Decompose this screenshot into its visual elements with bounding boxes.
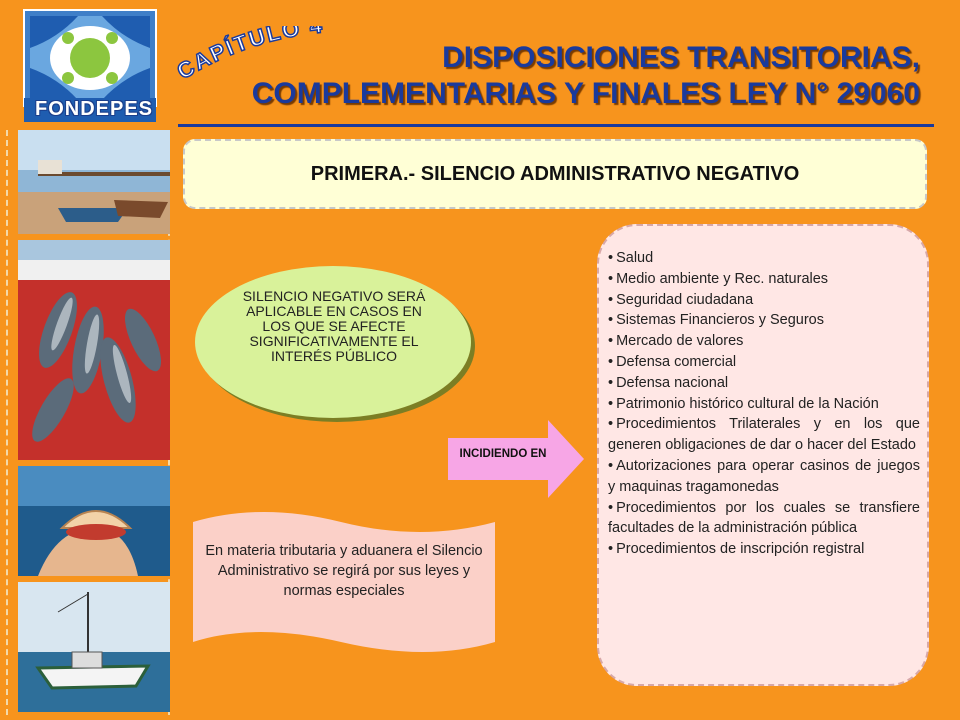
title-line-2: COMPLEMENTARIAS Y FINALES LEY N° 29060: [251, 77, 920, 110]
list-item: • Medio ambiente y Rec. naturales: [608, 269, 920, 290]
fish-crates-photo: [18, 240, 170, 460]
arrow-label: INCIDIENDO EN: [459, 448, 547, 460]
logo-text: FONDEPES: [34, 98, 154, 120]
wave-text: En materia tributaria y aduanera el Silencio Administrativo se regirá por sus leyes y normas especiales: [205, 543, 483, 599]
list-item: • Procedimientos por los cuales se transfiere facultades de la administración pública: [608, 498, 920, 540]
list-item: • Salud: [608, 248, 920, 269]
list-item: • Patrimonio histórico cultural de la Nación: [608, 394, 920, 415]
list-item: • Autorizaciones para operar casinos de juegos y maquinas tragamonedas: [608, 456, 920, 498]
list-item: • Seguridad ciudadana: [608, 290, 920, 311]
oval-text: SILENCIO NEGATIVO SERÁ APLICABLE EN CASOS EN LOS QUE SE AFECTE SIGNIFICATIVAMENTE EL INTERÉS PÚBLICO: [242, 288, 426, 364]
list-item: • Defensa comercial: [608, 352, 920, 373]
scallop-hand-photo: [18, 466, 170, 576]
title-line-1: DISPOSICIONES TRANSITORIAS,: [442, 41, 920, 74]
areas-list: [608, 248, 920, 560]
fishing-boat-photo: [18, 582, 170, 712]
list-item: • Sistemas Financieros y Seguros: [608, 310, 920, 331]
title-underline: [178, 124, 934, 127]
section-banner: PRIMERA.- SILENCIO ADMINISTRATIVO NEGATIVO: [183, 139, 927, 209]
list-item: • Procedimientos de inscripción registral: [608, 539, 920, 560]
pier-photo: [18, 130, 170, 234]
list-item: • Procedimientos Trilaterales y en los que generen obligaciones de dar o hacer del Estado: [608, 414, 920, 456]
photo-column: [6, 130, 170, 715]
page-title: [180, 40, 920, 112]
list-item: • Defensa nacional: [608, 373, 920, 394]
list-item: • Mercado de valores: [608, 331, 920, 352]
chapter-label-text: CAPÍTULO: [175, 26, 304, 85]
